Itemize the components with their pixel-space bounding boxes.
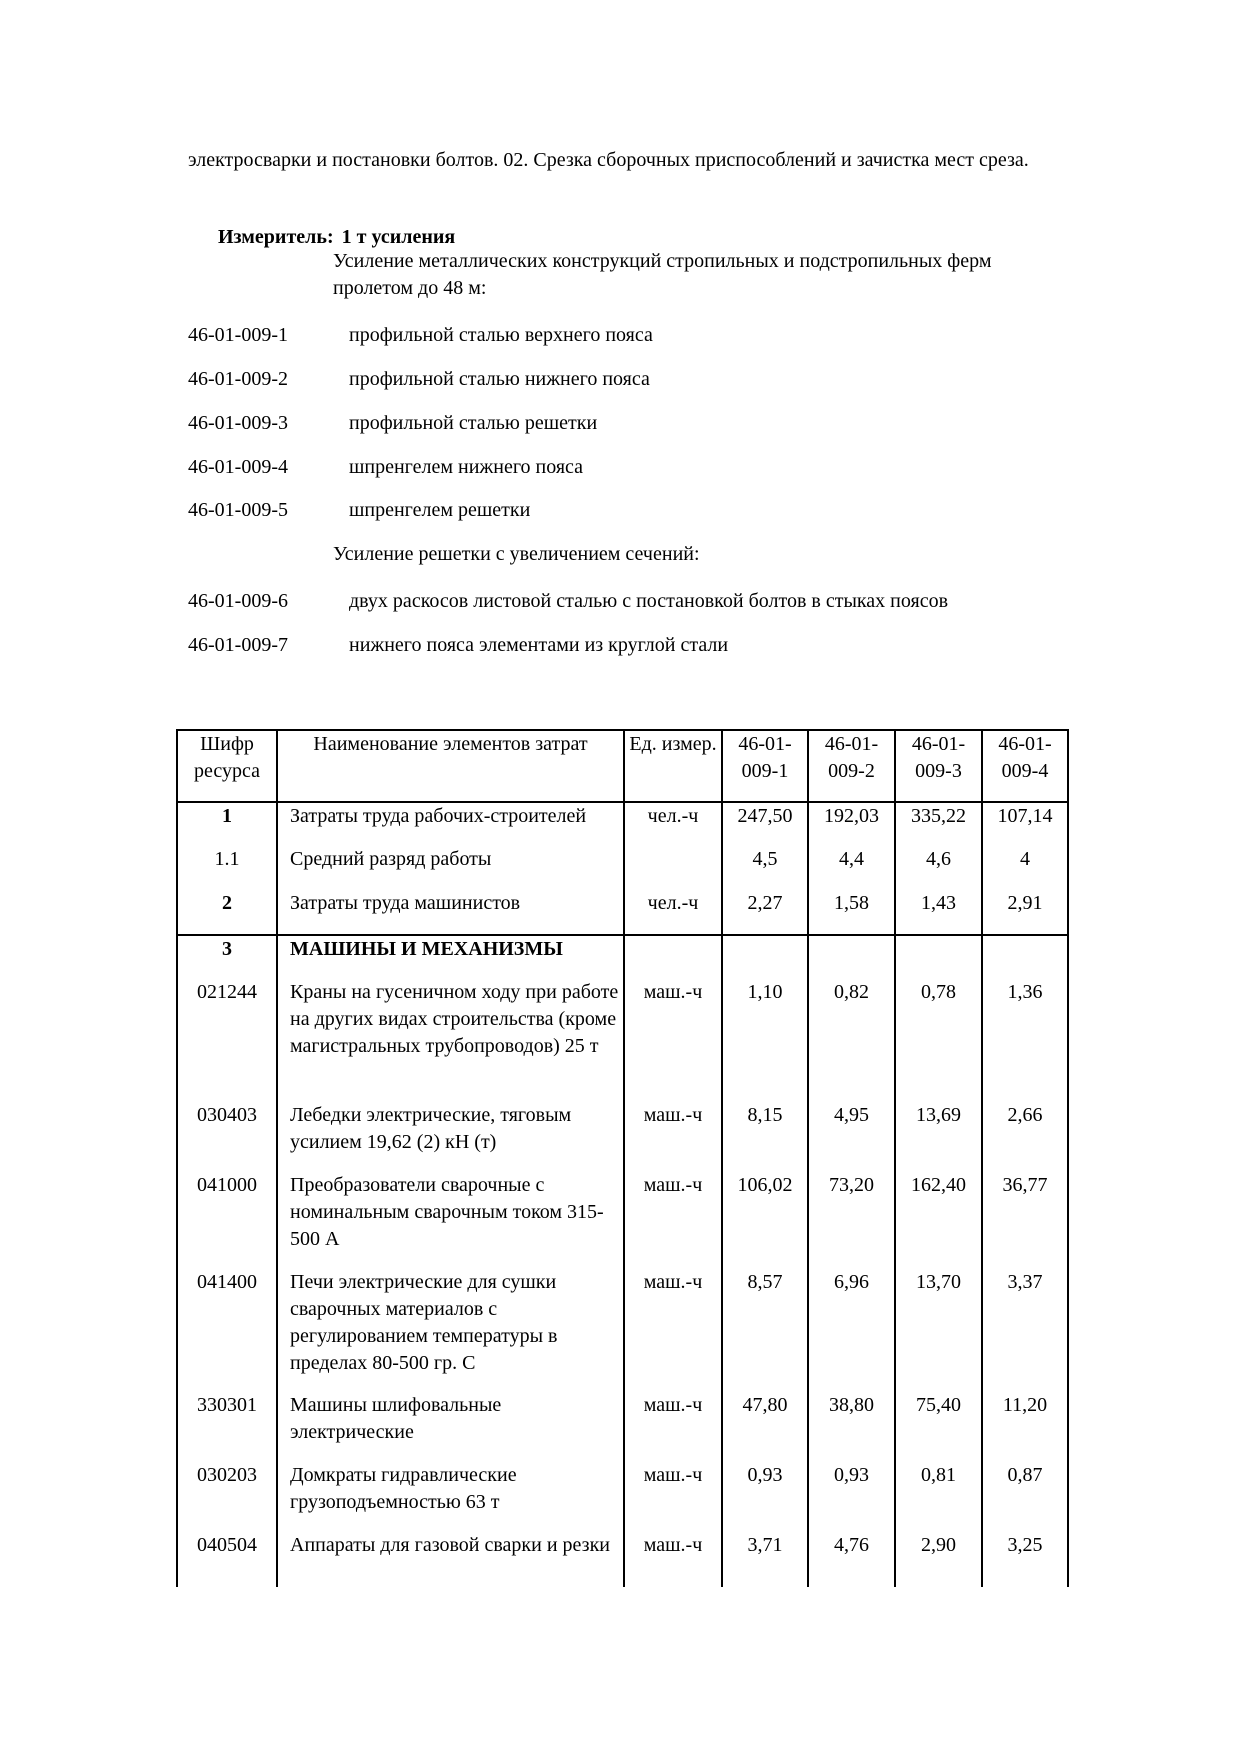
row-code: 330301 [177, 1392, 277, 1462]
item-desc: двух раскосов листовой сталью с постановкой болтов в стыках поясов [349, 590, 949, 612]
item-desc: профильной сталью нижнего пояса [349, 368, 650, 390]
row-value-1: 247,50 [722, 802, 808, 846]
row-unit: маш.-ч [624, 1392, 722, 1462]
row-value-3: 2,90 [895, 1532, 982, 1587]
row-name: Домкраты гидравлические грузоподъемностью 63 т [277, 1462, 624, 1532]
row-value-1 [722, 935, 808, 979]
list-item [188, 497, 1088, 524]
row-name: Краны на гусеничном ходу при работе на других видах строительства (кроме магистральных трубопроводов) 25 т [277, 979, 624, 1102]
row-value-1: 2,27 [722, 890, 808, 935]
header-col2: 46-01-009-2 [808, 730, 895, 802]
item-desc: нижнего пояса элементами из круглой стали [349, 634, 729, 656]
row-value-1: 3,71 [722, 1532, 808, 1587]
measure-label: Измеритель: [218, 226, 334, 248]
row-value-1: 1,10 [722, 979, 808, 1102]
row-code: 040504 [177, 1532, 277, 1587]
table-row [177, 802, 1068, 846]
row-unit: маш.-ч [624, 1172, 722, 1269]
row-value-3: 13,69 [895, 1102, 982, 1172]
row-name: Лебедки электрические, тяговым усилием 19,62 (2) кН (т) [277, 1102, 624, 1172]
row-unit [624, 846, 722, 890]
table-row [177, 1102, 1068, 1172]
header-code: Шифр ресурса [177, 730, 277, 802]
row-value-1: 0,93 [722, 1462, 808, 1532]
row-name: Печи электрические для сушки сварочных материалов с регулированием температуры в пределах 80-500 гр. С [277, 1269, 624, 1392]
row-value-2 [808, 935, 895, 979]
row-value-4: 2,91 [982, 890, 1068, 935]
row-value-3: 1,43 [895, 890, 982, 935]
item-desc: шпренгелем нижнего пояса [349, 456, 584, 478]
row-value-3: 4,6 [895, 846, 982, 890]
row-value-2: 4,95 [808, 1102, 895, 1172]
intro-paragraph: электросварки и постановки болтов. 02. Срезка сборочных приспособлений и зачистка мест среза. [188, 149, 1029, 171]
row-value-2: 0,82 [808, 979, 895, 1102]
row-value-2: 192,03 [808, 802, 895, 846]
row-code: 3 [177, 935, 277, 979]
row-value-4 [982, 935, 1068, 979]
table-row [177, 846, 1068, 890]
row-code: 1.1 [177, 846, 277, 890]
item-code: 46-01-009-4 [188, 456, 288, 478]
row-unit: чел.-ч [624, 802, 722, 846]
measure-value: 1 т усиления [341, 226, 456, 248]
row-unit: маш.-ч [624, 1532, 722, 1587]
resources-table [176, 729, 1069, 1587]
row-value-4: 107,14 [982, 802, 1068, 846]
row-value-3: 75,40 [895, 1392, 982, 1462]
item-code: 46-01-009-5 [188, 499, 288, 521]
table-row [177, 1269, 1068, 1392]
table-header-row [177, 730, 1068, 802]
row-value-2: 1,58 [808, 890, 895, 935]
row-value-2: 73,20 [808, 1172, 895, 1269]
row-value-4: 1,36 [982, 979, 1068, 1102]
row-name: Затраты труда машинистов [277, 890, 624, 935]
row-unit: маш.-ч [624, 979, 722, 1102]
row-value-2: 6,96 [808, 1269, 895, 1392]
row-code: 030203 [177, 1462, 277, 1532]
table-row [177, 1392, 1068, 1462]
row-value-4: 0,87 [982, 1462, 1068, 1532]
row-value-4: 11,20 [982, 1392, 1068, 1462]
row-value-4: 4 [982, 846, 1068, 890]
row-value-3: 0,78 [895, 979, 982, 1102]
list-item [188, 588, 1088, 615]
row-value-1: 8,57 [722, 1269, 808, 1392]
row-code: 1 [177, 802, 277, 846]
row-value-2: 38,80 [808, 1392, 895, 1462]
table-row [177, 979, 1068, 1102]
header-col1: 46-01-009-1 [722, 730, 808, 802]
header-col4: 46-01-009-4 [982, 730, 1068, 802]
row-value-3: 13,70 [895, 1269, 982, 1392]
row-value-1: 4,5 [722, 846, 808, 890]
item-code: 46-01-009-2 [188, 368, 288, 390]
list-item [188, 632, 1088, 659]
row-value-4: 36,77 [982, 1172, 1068, 1269]
row-value-1: 106,02 [722, 1172, 808, 1269]
row-unit [624, 935, 722, 979]
row-value-3 [895, 935, 982, 979]
row-name: Преобразователи сварочные с номинальным сварочным током 315-500 А [277, 1172, 624, 1269]
table-row [177, 1532, 1068, 1587]
list-item [188, 366, 1088, 393]
row-code: 021244 [177, 979, 277, 1102]
row-value-4: 2,66 [982, 1102, 1068, 1172]
row-name: Затраты труда рабочих-строителей [277, 802, 624, 846]
row-value-1: 47,80 [722, 1392, 808, 1462]
row-code: 030403 [177, 1102, 277, 1172]
row-value-4: 3,37 [982, 1269, 1068, 1392]
row-name: Средний разряд работы [277, 846, 624, 890]
row-value-1: 8,15 [722, 1102, 808, 1172]
row-unit: маш.-ч [624, 1462, 722, 1532]
group1-title: Усиление металлических конструкций стропильных и подстропильных ферм пролетом до 48 м: [333, 250, 992, 299]
row-unit: чел.-ч [624, 890, 722, 935]
section-row [177, 935, 1068, 979]
row-value-3: 162,40 [895, 1172, 982, 1269]
item-desc: профильной сталью решетки [349, 412, 598, 434]
row-name: МАШИНЫ И МЕХАНИЗМЫ [277, 935, 624, 979]
list-item [188, 454, 1088, 481]
row-name: Аппараты для газовой сварки и резки [277, 1532, 624, 1587]
row-unit: маш.-ч [624, 1102, 722, 1172]
header-unit: Ед. измер. [624, 730, 722, 802]
list-item [188, 322, 1088, 349]
table-row [177, 890, 1068, 935]
row-name: Машины шлифовальные электрические [277, 1392, 624, 1462]
item-desc: профильной сталью верхнего пояса [349, 324, 653, 346]
item-code: 46-01-009-3 [188, 412, 288, 434]
item-code: 46-01-009-1 [188, 324, 288, 346]
item-desc: шпренгелем решетки [349, 499, 531, 521]
row-value-3: 335,22 [895, 802, 982, 846]
row-code: 2 [177, 890, 277, 935]
table-row [177, 1172, 1068, 1269]
row-value-3: 0,81 [895, 1462, 982, 1532]
row-value-2: 4,76 [808, 1532, 895, 1587]
table-row [177, 1462, 1068, 1532]
item-code: 46-01-009-7 [188, 634, 288, 656]
group2-title: Усиление решетки с увеличением сечений: [333, 543, 700, 565]
row-value-4: 3,25 [982, 1532, 1068, 1587]
header-name: Наименование элементов затрат [277, 730, 624, 802]
measure-line [218, 224, 455, 251]
row-value-2: 4,4 [808, 846, 895, 890]
row-value-2: 0,93 [808, 1462, 895, 1532]
header-col3: 46-01-009-3 [895, 730, 982, 802]
list-item [188, 410, 1088, 437]
item-code: 46-01-009-6 [188, 590, 288, 612]
row-code: 041000 [177, 1172, 277, 1269]
row-code: 041400 [177, 1269, 277, 1392]
row-unit: маш.-ч [624, 1269, 722, 1392]
